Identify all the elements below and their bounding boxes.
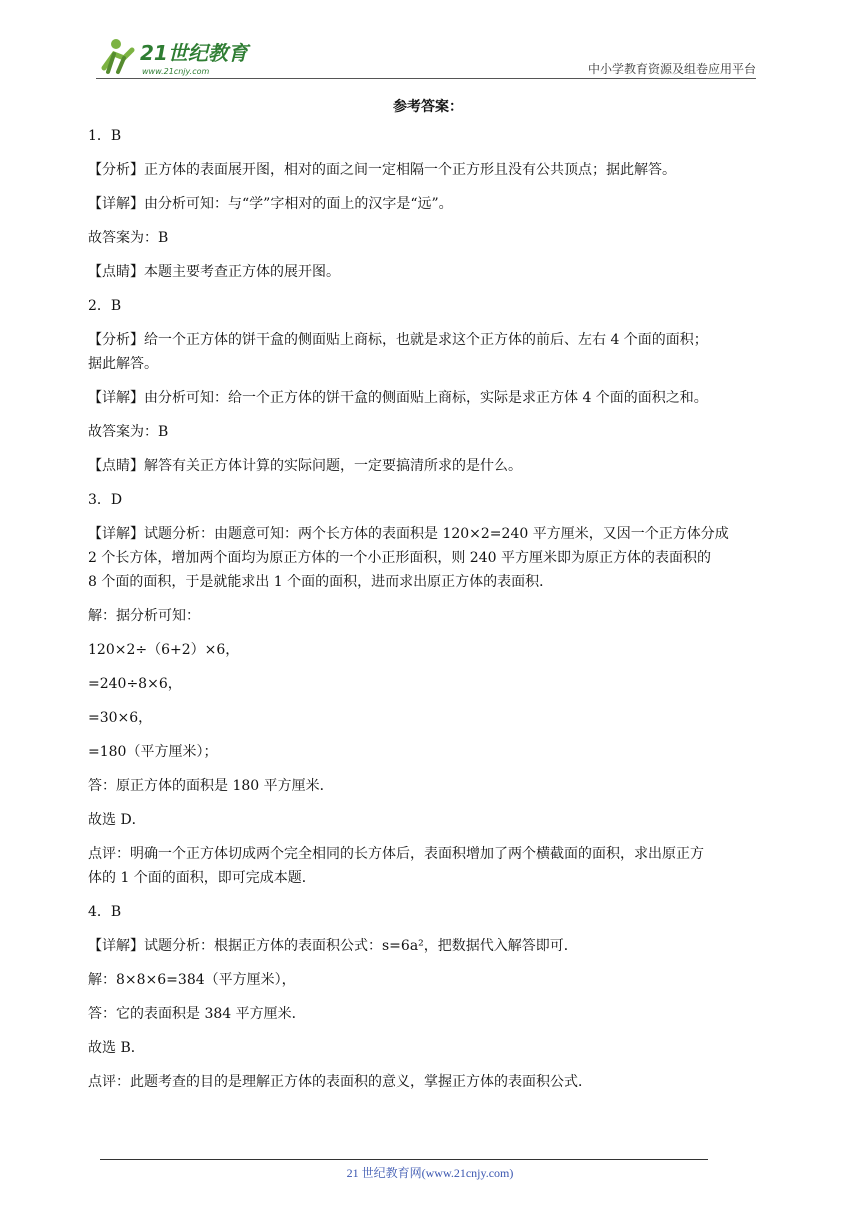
answer-line: 点评：此题考查的目的是理解正方体的表面积的意义，掌握正方体的表面积公式． [88,1074,592,1090]
logo-text: 21世纪教育 [140,41,248,65]
answer-line: 【详解】试题分析：根据正方体的表面积公式：s=6a²，把数据代入解答即可． [88,938,578,954]
answer-line: 故答案为：B [88,230,169,246]
answer-line: 故选 D． [88,812,146,828]
header-divider [96,78,756,79]
answer-line: 体的 1 个面的面积，即可完成本题． [88,870,316,886]
answer-line: 4．B [88,904,122,920]
21cnjy-logo [96,36,266,78]
answer-line: 2．B [88,298,122,314]
answer-line: 【分析】正方体的表面展开图，相对的面之间一定相隔一个正方形且没有公共顶点；据此解答。 [88,162,676,178]
answer-line: 答：原正方体的面积是 180 平方厘米． [88,778,334,794]
answer-content [88,96,768,1106]
footer-divider [100,1159,708,1160]
answer-line: =30×6， [88,710,153,726]
answer-line: 【分析】给一个正方体的饼干盒的侧面贴上商标，也就是求这个正方体的前后、左右 4 个面的面积； [88,332,708,348]
answer-line: 3．D [88,492,123,508]
answer-line: 解：8×8×6=384（平方厘米）， [88,972,296,988]
answer-line: 120×2÷（6+2）×6， [88,642,240,658]
answer-line: =240÷8×6， [88,676,182,692]
answer-line: 故选 B． [88,1040,145,1056]
answer-line: 故答案为：B [88,424,169,440]
answer-line: 【详解】由分析可知：与“学”字相对的面上的汉字是“远”。 [88,196,453,212]
answer-line: 2 个长方体，增加两个面均为原正方体的一个小正形面积，则 240 平方厘米即为原正方体的表面积的 [88,550,711,566]
answer-line: 8 个面的面积，于是就能求出 1 个面的面积，进而求出原正方体的表面积． [88,574,554,590]
answer-line: 答：它的表面积是 384 平方厘米． [88,1006,306,1022]
answer-line: 【详解】由分析可知：给一个正方体的饼干盒的侧面贴上商标，实际是求正方体 4 个面的面积之和。 [88,390,708,406]
platform-name: 中小学教育资源及组卷应用平台 [587,62,756,76]
page-title: 参考答案： [393,99,463,115]
page-header [96,36,756,80]
answer-line: 【点睛】本题主要考查正方体的展开图。 [88,264,340,280]
answer-line: 1．B [88,128,122,144]
answer-line: =180（平方厘米）； [88,744,218,760]
answer-line: 【详解】试题分析：由题意可知：两个长方体的表面积是 120×2=240 平方厘米，又因一个正方体分成 [88,526,729,542]
answer-line: 点评：明确一个正方体切成两个完全相同的长方体后，表面积增加了两个横截面的面积，求出原正方 [88,846,704,862]
answer-lines [88,126,768,1092]
answer-line: 【点睛】解答有关正方体计算的实际问题，一定要搞清所求的是什么。 [88,458,522,474]
logo-url: www.21cnjy.com [142,67,210,76]
answer-line: 解：据分析可知： [88,608,200,624]
answer-line: 据此解答。 [88,356,158,372]
footer-link[interactable]: 21 世纪教育网(www.21cnjy.com) [346,1166,514,1180]
